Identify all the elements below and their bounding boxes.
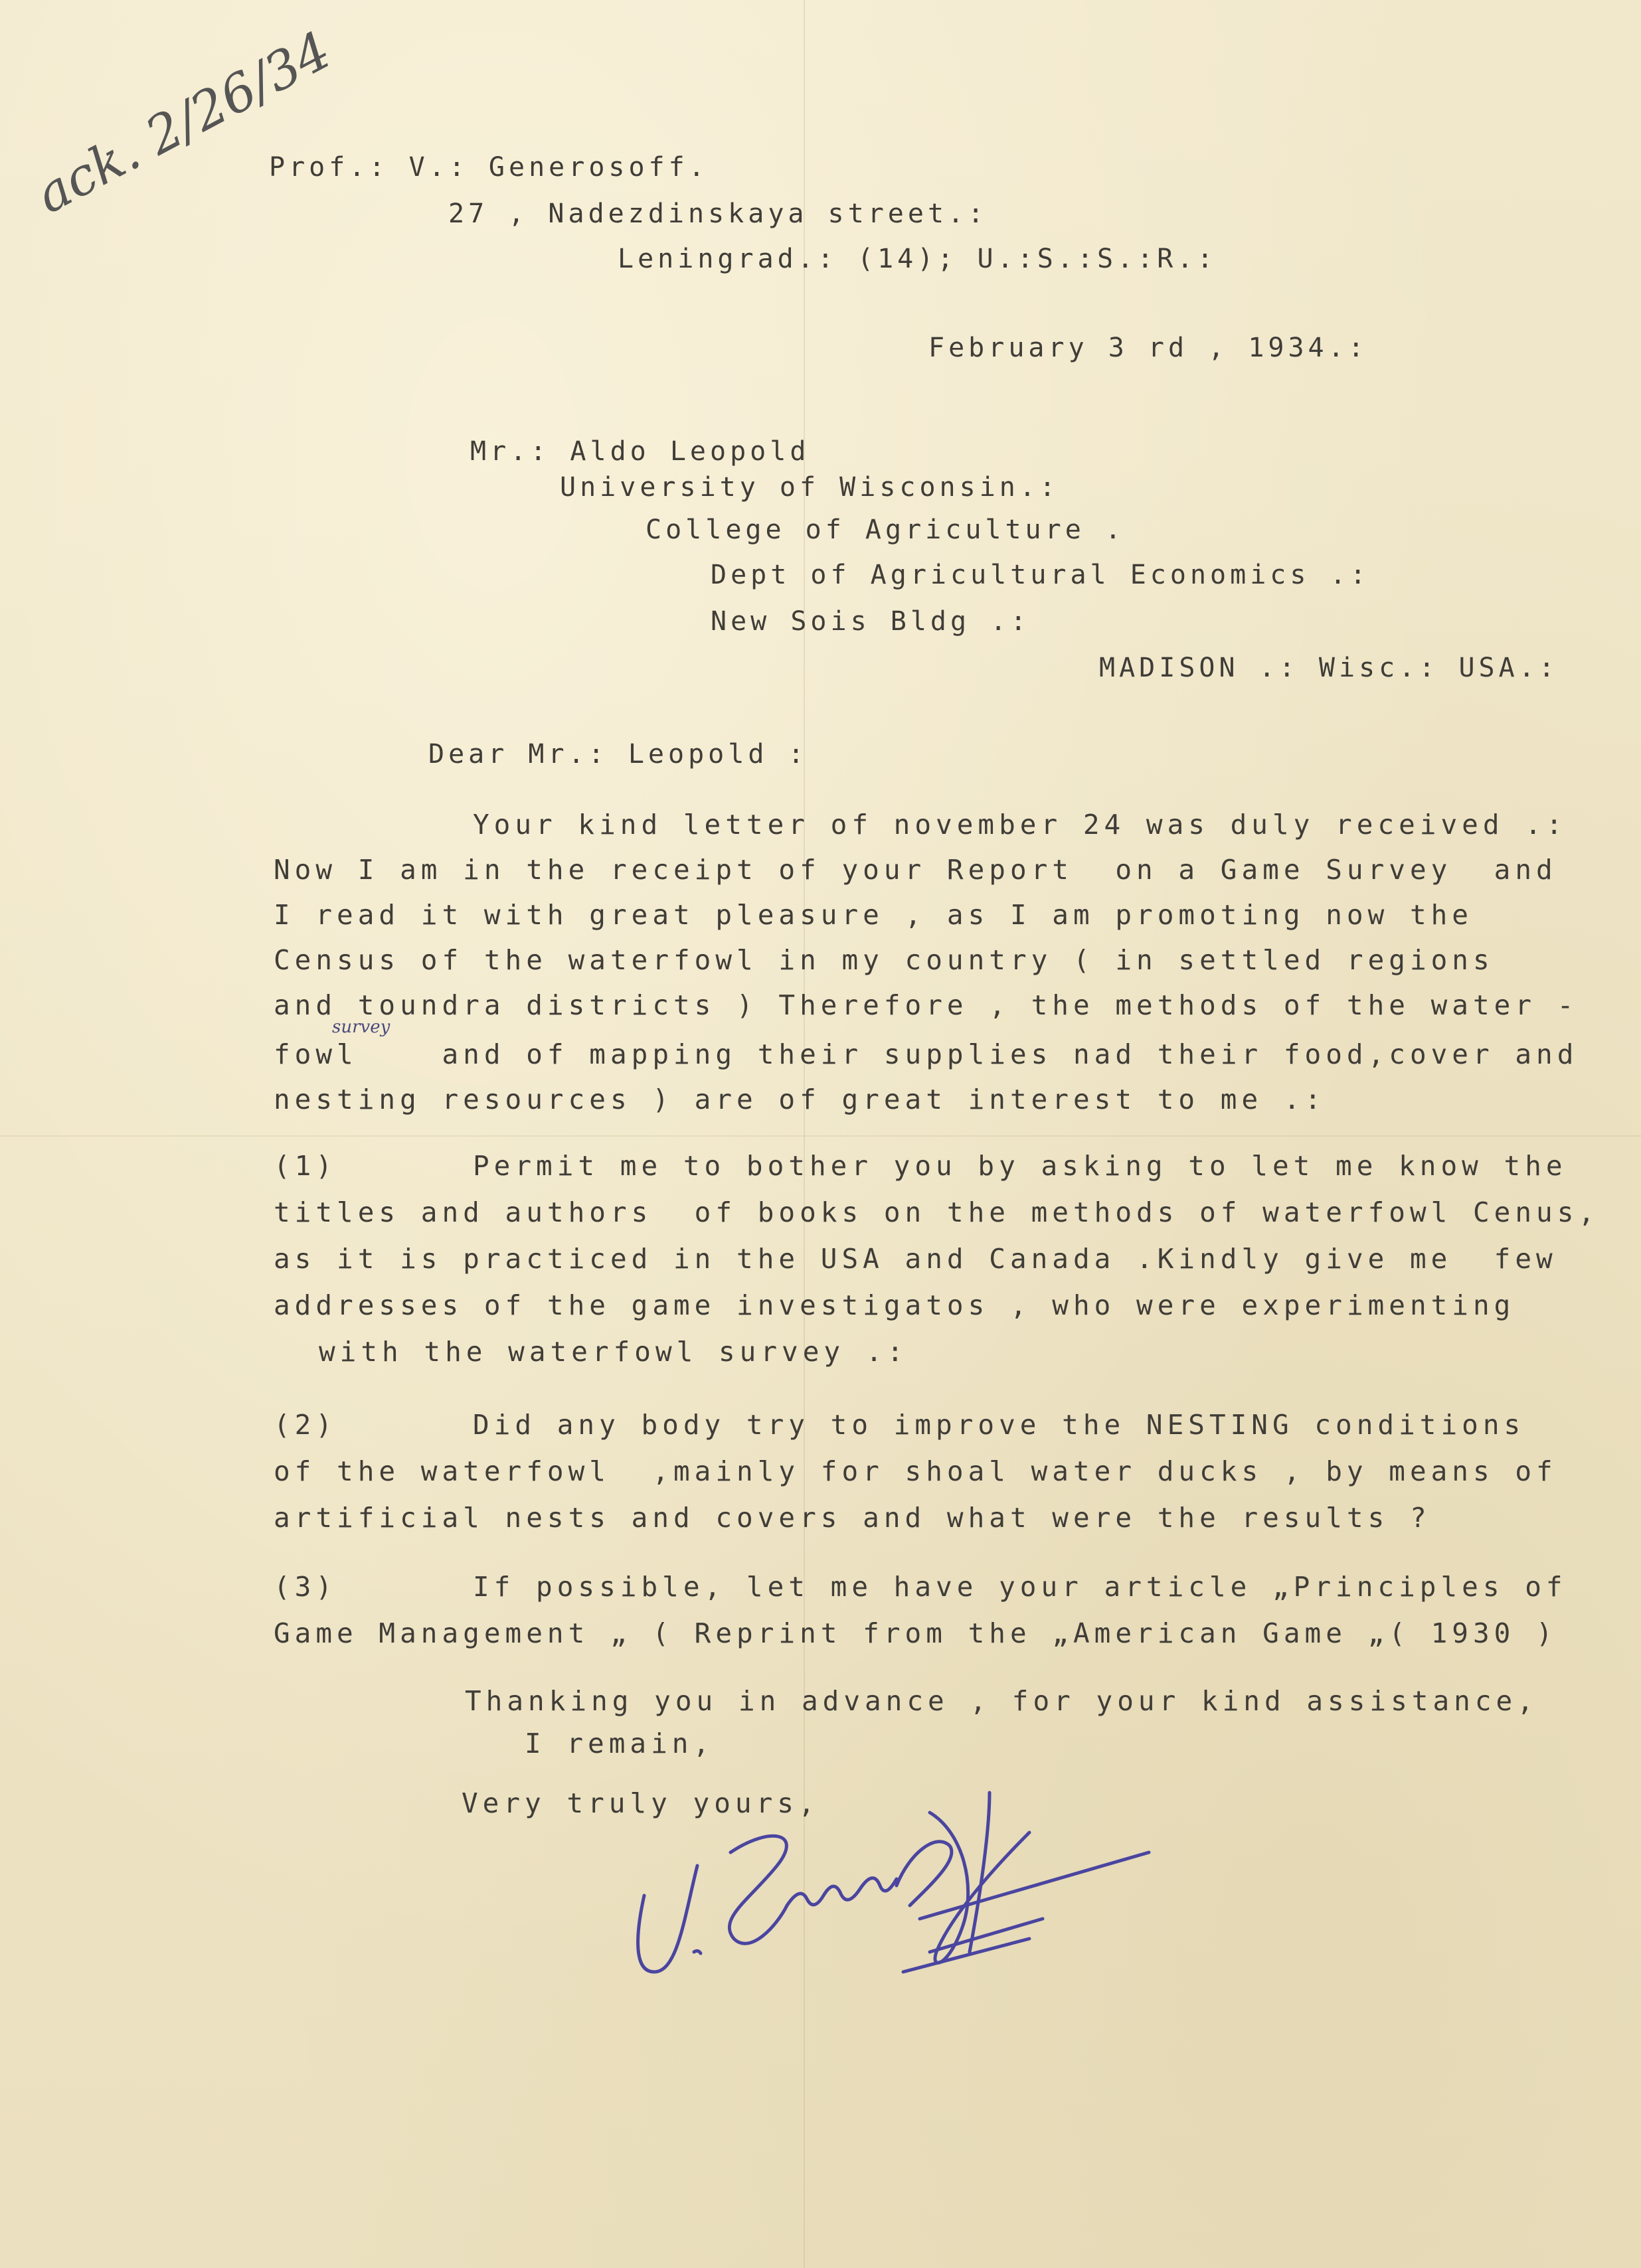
paragraph1-line: Your kind letter of november 24 was duly received .: (473, 809, 1567, 841)
closing-valediction: Very truly yours, (462, 1787, 820, 1819)
recipient-college: College of Agriculture . (646, 515, 1125, 545)
item1-line: Permit me to bother you by asking to let me know the (473, 1150, 1567, 1182)
paragraph1-line: I read it with great pleasure , as I am promoting now the (274, 899, 1473, 931)
item1-number: (1) (274, 1150, 337, 1182)
salutation: Dear Mr.: Leopold : (428, 739, 808, 770)
recipient-city: MADISON .: Wisc.: USA.: (1099, 653, 1559, 683)
sender-name: Prof.: V.: Generosoff. (269, 152, 709, 183)
item2-number: (2) (274, 1409, 337, 1441)
sender-city: Leningrad.: (14); U.:S.:S.:R.: (618, 244, 1217, 274)
item1-line: addresses of the game investigatos , who were experimenting (274, 1289, 1515, 1321)
closing-thanks: Thanking you in advance , for your kind assistance, (465, 1685, 1538, 1717)
letter-date: February 3 rd , 1934.: (928, 333, 1368, 363)
handwritten-signature (618, 1753, 1162, 2005)
handwritten-survey-insert: survey (332, 1017, 390, 1037)
item2-line: of the waterfowl ,mainly for shoal water ducks , by means of (274, 1455, 1557, 1487)
item1-line: as it is practiced in the USA and Canada .Kindly give me few (274, 1243, 1557, 1275)
paragraph1-line: Now I am in the receipt of your Report on a Game Survey and (274, 854, 1557, 886)
paragraph1-line: Census of the waterfowl in my country ( in settled regions (274, 944, 1494, 976)
item3-line: Game Management „ ( Reprint from the „American Game „( 1930 ) (274, 1617, 1557, 1649)
item2-line: artificial nests and covers and what were the results ? (274, 1502, 1431, 1534)
paragraph1-line: and toundra districts ) Therefore , the methods of the water - (274, 989, 1579, 1021)
recipient-dept: Dept of Agricultural Economics .: (711, 560, 1370, 590)
recipient-building: New Sois Bldg .: (711, 606, 1031, 637)
item1-line: titles and authors of books on the methods of waterfowl Cenus, (274, 1196, 1600, 1228)
item1-line: with the waterfowl survey .: (319, 1336, 908, 1368)
item3-line: If possible, let me have your article „Principles of (473, 1571, 1567, 1603)
handwritten-ack-note: ack. 2/26/34 (27, 21, 341, 226)
item2-line: Did any body try to improve the NESTING conditions (473, 1409, 1525, 1441)
item3-number: (3) (274, 1571, 337, 1603)
closing-remain: I remain, (525, 1728, 715, 1759)
sender-street: 27 , Nadezdinskaya street.: (448, 199, 988, 229)
paragraph1-line: nesting resources ) are of great interest to me .: (274, 1084, 1326, 1115)
recipient-university: University of Wisconsin.: (560, 472, 1060, 503)
fold-crease-horizontal (0, 1135, 1641, 1137)
recipient-name: Mr.: Aldo Leopold (470, 436, 810, 467)
paragraph1-line: fowl and of mapping their supplies nad their food,cover and (274, 1038, 1579, 1070)
